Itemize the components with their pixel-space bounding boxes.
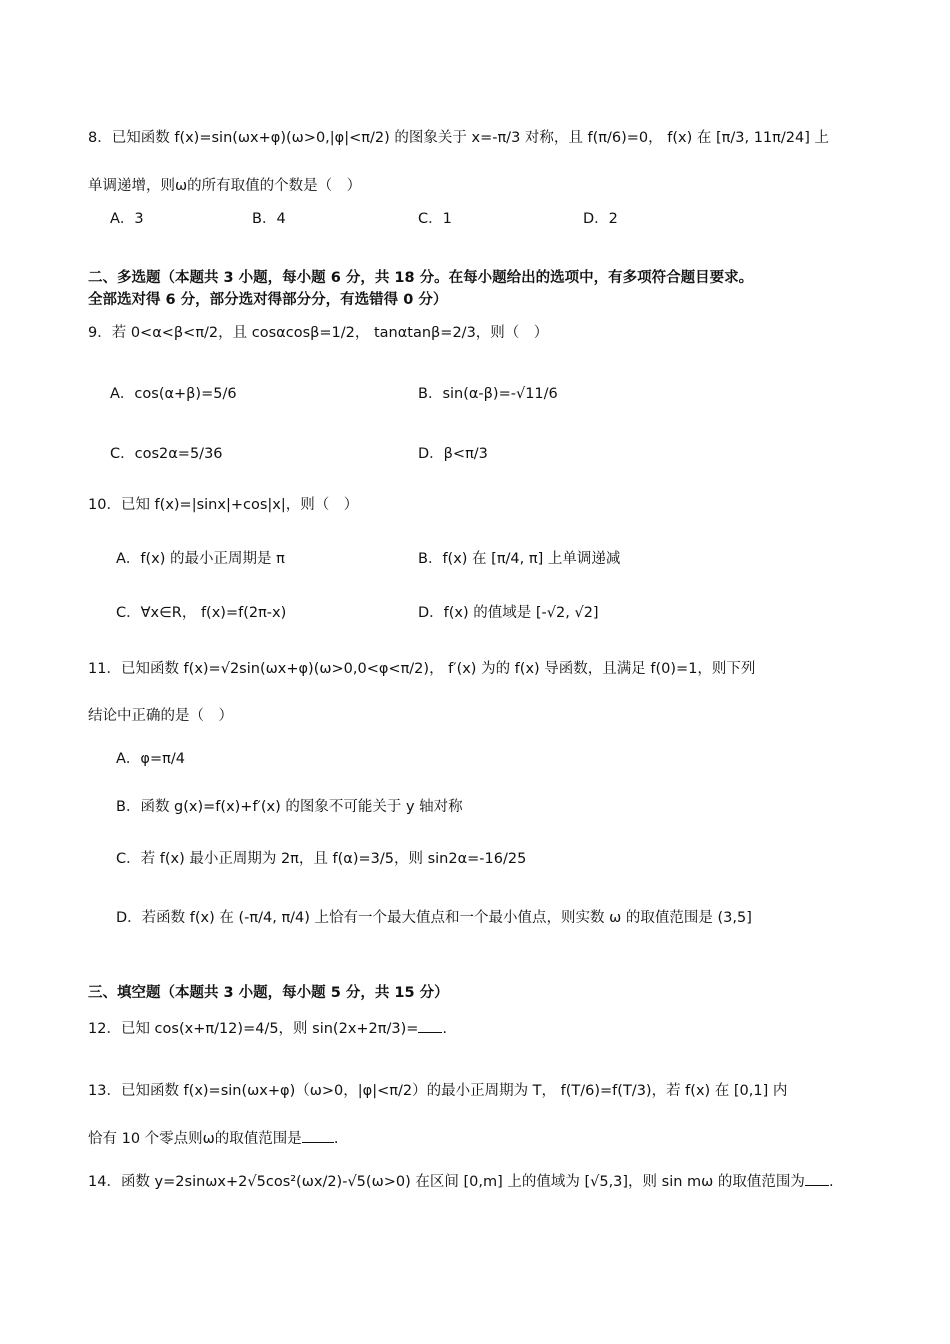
answer-blank xyxy=(302,1128,334,1143)
q14-stem-text: 14．函数 y=2sinωx+2√5cos²(ωx/2)-√5(ω>0) 在区间 [0,m] 上的值域为 [√5,3]，则 sin mω 的取值范围为 xyxy=(88,1174,805,1190)
q13-stem-line1: 13．已知函数 f(x)=sin(ωx+φ)（ω>0，|φ|<π/2）的最小正周期为 T， f(T/6)=f(T/3)，若 f(x) 在 [0,1] 内 xyxy=(88,1083,788,1099)
q8-option-d: D．2 xyxy=(583,211,618,227)
q9-option-d: D．β<π/3 xyxy=(418,446,488,462)
q10-option-b: B．f(x) 在 [π/4, π] 上单调递减 xyxy=(418,551,621,567)
q13-stem-text: 恰有 10 个零点则ω的取值范围是 xyxy=(88,1131,302,1147)
q11-option-a: A．φ=π/4 xyxy=(116,751,185,767)
answer-blank xyxy=(805,1171,829,1186)
section2-heading-line1: 二、多选题（本题共 3 小题，每小题 6 分，共 18 分。在每小题给出的选项中，有多项符合题目要求。 xyxy=(88,270,754,286)
q8-stem-line2: 单调递增，则ω的所有取值的个数是（ ） xyxy=(88,178,362,194)
q8-stem-line1: 8．已知函数 f(x)=sin(ωx+φ)(ω>0,|φ|<π/2) 的图象关于 x=-π/3 对称，且 f(π/6)=0， f(x) 在 [π/3, 11π/24] 上 xyxy=(88,130,829,146)
q9-option-c: C．cos2α=5/36 xyxy=(110,446,223,462)
q9-option-a: A．cos(α+β)=5/6 xyxy=(110,386,237,402)
q11-option-b: B．函数 g(x)=f(x)+f′(x) 的图象不可能关于 y 轴对称 xyxy=(116,799,463,815)
q9-stem: 9．若 0<α<β<π/2，且 cosαcosβ=1/2， tanαtanβ=2/3，则（ ） xyxy=(88,325,549,341)
q10-stem: 10．已知 f(x)=|sinx|+cos|x|，则（ ） xyxy=(88,497,359,513)
q12-stem-text: 12．已知 cos(x+π/12)=4/5，则 sin(2x+2π/3)= xyxy=(88,1021,419,1037)
q10-option-d: D．f(x) 的值域是 [-√2, √2] xyxy=(418,605,599,621)
q12-stem: 12．已知 cos(x+π/12)=4/5，则 sin(2x+2π/3)= . xyxy=(88,1018,447,1039)
answer-blank xyxy=(418,1018,442,1033)
q11-stem-line2: 结论中正确的是（ ） xyxy=(88,708,233,724)
q8-option-c: C．1 xyxy=(418,211,452,227)
q14-stem: 14．函数 y=2sinωx+2√5cos²(ωx/2)-√5(ω>0) 在区间 [0,m] 上的值域为 [√5,3]，则 sin mω 的取值范围为 . xyxy=(88,1171,834,1192)
section3-heading: 三、填空题（本题共 3 小题，每小题 5 分，共 15 分） xyxy=(88,985,449,1001)
q11-option-d: D．若函数 f(x) 在 (-π/4, π/4) 上恰有一个最大值点和一个最小值点，则实数 ω 的取值范围是 (3,5] xyxy=(116,910,752,926)
section2-heading-line2: 全部选对得 6 分，部分选对得部分分，有选错得 0 分） xyxy=(88,292,448,308)
q10-option-a: A．f(x) 的最小正周期是 π xyxy=(116,551,285,567)
q8-option-a: A．3 xyxy=(110,211,144,227)
q11-stem-line1: 11．已知函数 f(x)=√2sin(ωx+φ)(ω>0,0<φ<π/2)， f′(x) 为的 f(x) 导函数，且满足 f(0)=1，则下列 xyxy=(88,661,756,677)
q10-option-c: C．∀x∈R， f(x)=f(2π-x) xyxy=(116,605,287,621)
q13-stem-line2: 恰有 10 个零点则ω的取值范围是 . xyxy=(88,1128,338,1149)
q8-option-b: B．4 xyxy=(252,211,286,227)
q11-option-c: C．若 f(x) 最小正周期为 2π，且 f(α)=3/5，则 sin2α=-16/25 xyxy=(116,851,527,867)
q9-option-b: B．sin(α-β)=-√11/6 xyxy=(418,386,558,402)
